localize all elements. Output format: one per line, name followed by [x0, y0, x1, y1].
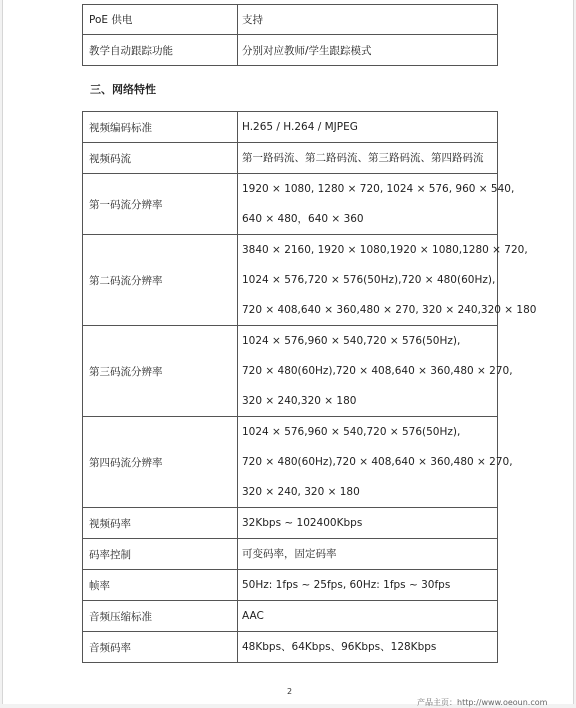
- value-line: 720 × 480(60Hz),720 × 408,640 × 360,480 × 270,: [242, 365, 513, 377]
- table-row: [83, 417, 498, 508]
- section-heading: 三、网络特性: [90, 83, 156, 96]
- value-line: 3840 × 2160, 1920 × 1080,1920 × 1080,1280 × 720,: [242, 244, 528, 256]
- row-key: PoE 供电: [83, 5, 238, 35]
- row-value: [238, 235, 537, 326]
- row-key: 视频码率: [83, 508, 238, 539]
- row-key: 码率控制: [83, 539, 238, 570]
- row-value: [238, 143, 498, 174]
- row-value: [238, 539, 498, 570]
- page-number: 2: [287, 687, 293, 696]
- table-row: [83, 539, 498, 570]
- value-line: H.265 / H.264 / MJPEG: [242, 121, 358, 133]
- value-line: 50Hz: 1fps ~ 25fps, 60Hz: 1fps ~ 30fps: [242, 579, 451, 591]
- row-key: 视频编码标准: [83, 112, 238, 143]
- table-row: [83, 326, 498, 417]
- power-tracking-table: [82, 4, 498, 66]
- table-row: [83, 143, 498, 174]
- row-key: 视频码流: [83, 143, 238, 174]
- row-value: 分别对应教师/学生跟踪模式: [238, 35, 498, 66]
- value-line: 48Kbps、64Kbps、96Kbps、128Kbps: [242, 641, 437, 653]
- table-row: [83, 5, 498, 35]
- row-value: 支持: [238, 5, 498, 35]
- row-key: 第三码流分辨率: [83, 326, 238, 417]
- row-key: 第二码流分辨率: [83, 235, 238, 326]
- row-value: [238, 570, 498, 601]
- table-row: [83, 235, 498, 326]
- value-line: 720 × 408,640 × 360,480 × 270, 320 × 240,320 × 180: [242, 304, 537, 316]
- value-line: 第一路码流、第二路码流、第三路码流、第四路码流: [242, 152, 484, 164]
- table-row: [83, 601, 498, 632]
- value-line: AAC: [242, 610, 264, 622]
- table-row: [83, 570, 498, 601]
- value-line: 可变码率，固定码率: [242, 548, 337, 560]
- table-row: [83, 174, 498, 235]
- row-value: [238, 174, 515, 235]
- value-line: 1024 × 576,960 × 540,720 × 576(50Hz),: [242, 426, 461, 438]
- row-key: 帧率: [83, 570, 238, 601]
- table-row: [83, 508, 498, 539]
- row-value: [238, 508, 498, 539]
- table-row: [83, 632, 498, 663]
- value-line: 320 × 240, 320 × 180: [242, 486, 360, 498]
- value-line: 1024 × 576,720 × 576(50Hz),720 × 480(60Hz),: [242, 274, 496, 286]
- network-spec-table: [82, 111, 537, 663]
- row-value: [238, 112, 498, 143]
- row-key: 第一码流分辨率: [83, 174, 238, 235]
- row-key: 音频压缩标准: [83, 601, 238, 632]
- footer-homepage-link[interactable]: 产品主页：http://www.oeoun.com: [417, 698, 548, 707]
- value-line: 1920 × 1080, 1280 × 720, 1024 × 576, 960 × 540,: [242, 183, 515, 195]
- value-line: 32Kbps ~ 102400Kbps: [242, 517, 363, 529]
- document-page: [2, 0, 574, 707]
- row-key: 第四码流分辨率: [83, 417, 238, 508]
- value-line: 320 × 240,320 × 180: [242, 395, 357, 407]
- value-line: 640 × 480，640 × 360: [242, 213, 364, 225]
- row-value: [238, 632, 498, 663]
- row-value: [238, 326, 513, 417]
- table-row: [83, 35, 498, 66]
- row-key: 教学自动跟踪功能: [83, 35, 238, 66]
- row-value: [238, 417, 513, 508]
- value-line: 1024 × 576,960 × 540,720 × 576(50Hz),: [242, 335, 461, 347]
- row-key: 音频码率: [83, 632, 238, 663]
- table-row: [83, 112, 498, 143]
- value-line: 720 × 480(60Hz),720 × 408,640 × 360,480 × 270,: [242, 456, 513, 468]
- row-value: [238, 601, 498, 632]
